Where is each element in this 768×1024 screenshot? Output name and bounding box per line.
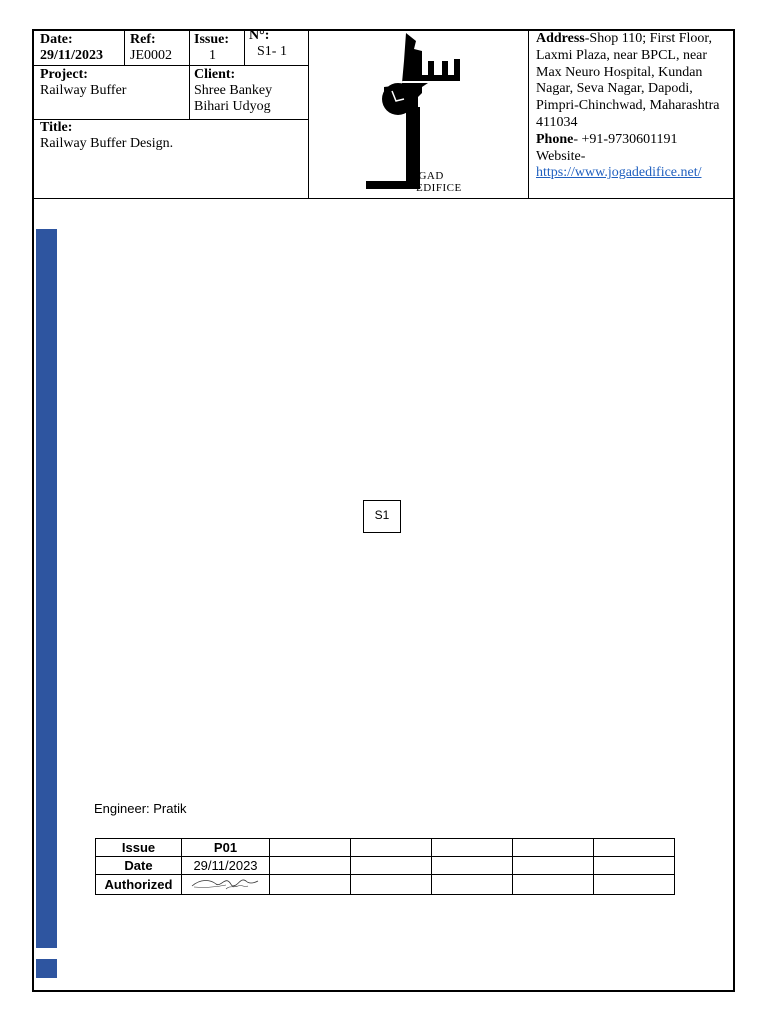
revision-table (95, 838, 675, 895)
empty-cell (351, 875, 432, 895)
number-value: S1- 1 (257, 44, 287, 59)
signature-cell (182, 875, 270, 895)
empty-cell (432, 839, 513, 857)
website-link[interactable]: https://www.jogadedifice.net/ (536, 165, 702, 181)
title-label: Title: (40, 120, 73, 135)
row-label-issue: Issue (96, 839, 182, 857)
empty-cell (432, 857, 513, 875)
title-value: Railway Buffer Design. (40, 136, 174, 151)
empty-cell (513, 857, 594, 875)
contact-block (536, 31, 732, 182)
empty-cell (513, 875, 594, 895)
title-block (34, 28, 733, 199)
issue-cell (194, 32, 244, 64)
empty-cell (270, 839, 351, 857)
empty-cell (513, 839, 594, 857)
date-cell (40, 32, 124, 64)
logo-text-line1: OGAD (410, 170, 444, 182)
logo-text-line2: EDIFICE (416, 182, 462, 194)
signature-icon (186, 875, 266, 891)
row-label-authorized: Authorized (96, 875, 182, 895)
empty-cell (270, 875, 351, 895)
empty-cell (594, 857, 675, 875)
project-label: Project: (40, 67, 88, 82)
number-cell (249, 28, 307, 60)
client-label: Client: (194, 67, 236, 82)
row-label-date: Date (96, 857, 182, 875)
empty-cell (432, 875, 513, 895)
address-value: -Shop 110; First Floor, Laxmi Plaza, near BPCL, near Max Neuro Hospital, Kundan Nagar, Seva Nagar, Dapodi, Pimpri-Chinchwad, Maharashtra 411034 (536, 31, 720, 130)
phone-value: - +91-9730601191 (573, 131, 678, 147)
accent-square (36, 959, 57, 978)
date-label: Date: (40, 32, 73, 47)
project-value: Railway Buffer (40, 83, 127, 98)
date-value-cell: 29/11/2023 (182, 857, 270, 875)
ref-label: Ref: (130, 32, 156, 47)
empty-cell (594, 839, 675, 857)
drawing-sheet (32, 29, 735, 992)
company-logo (310, 31, 530, 198)
project-cell (40, 67, 188, 99)
title-cell (40, 120, 306, 152)
empty-cell (270, 857, 351, 875)
engineer-label: Engineer: Pratik (94, 801, 187, 816)
divider (124, 31, 125, 65)
empty-cell (351, 857, 432, 875)
issue-label: Issue: (194, 32, 230, 47)
phone-label: Phone (536, 131, 574, 147)
table-row (96, 857, 675, 875)
issue-value-cell: P01 (182, 839, 270, 857)
divider (189, 31, 190, 119)
sheet-marker: S1 (363, 500, 401, 533)
client-cell (194, 67, 306, 115)
website-label: Website- (536, 148, 586, 164)
table-row (96, 839, 675, 857)
empty-cell (594, 875, 675, 895)
address-label: Address (536, 31, 585, 46)
issue-value: 1 (209, 48, 216, 63)
divider (34, 65, 308, 66)
number-label: N°: (249, 28, 270, 43)
divider (308, 31, 309, 199)
client-value: Shree Bankey Bihari Udyog (194, 83, 273, 114)
empty-cell (351, 839, 432, 857)
accent-bar (36, 229, 57, 948)
ref-value: JE0002 (130, 48, 172, 63)
divider (244, 31, 245, 65)
ref-cell (130, 32, 188, 64)
table-row (96, 875, 675, 895)
date-value: 29/11/2023 (40, 48, 104, 63)
